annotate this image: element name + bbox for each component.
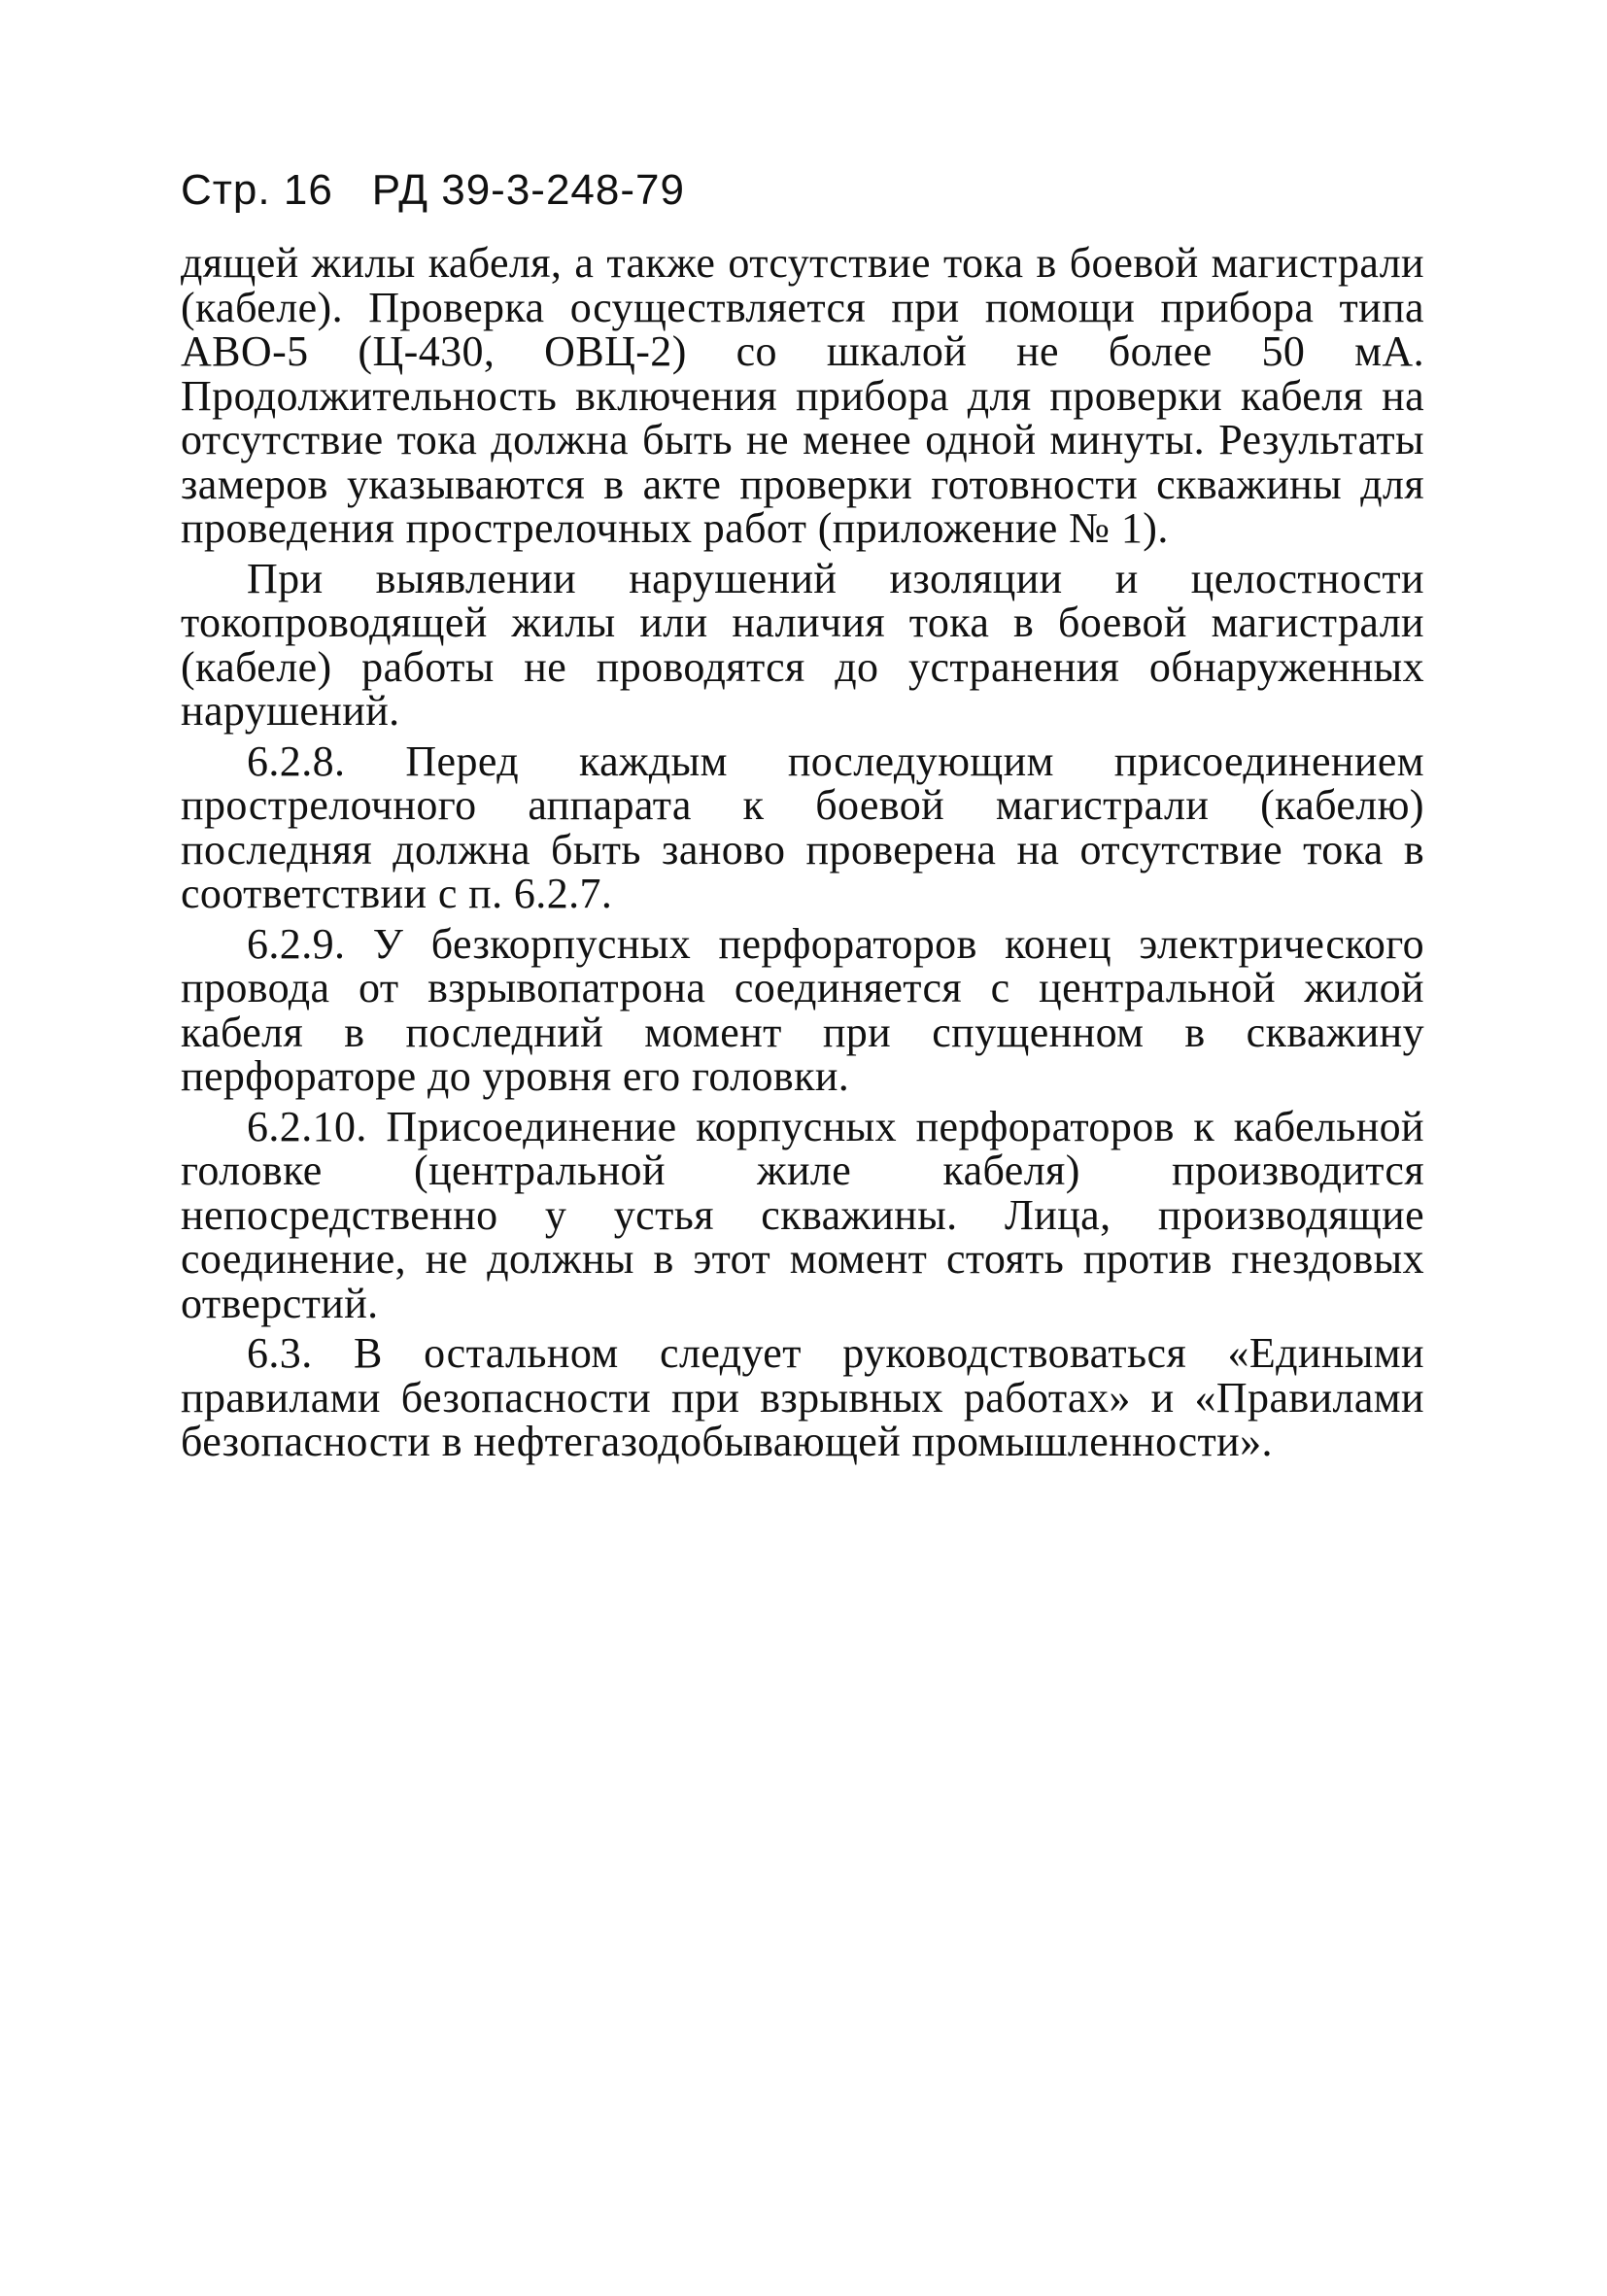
paragraph-6-2-10: 6.2.10. Присоединение корпусных перфораторов к кабельной головке (центральной жиле кабеля) производится непосредственно у устья скважины. Лица, производящие соединение, не должны в этот момент стоять против гнездовых отверстий. bbox=[181, 1102, 1424, 1327]
page-number: Стр. 16 bbox=[181, 166, 333, 214]
document-code: РД 39-3-248-79 bbox=[371, 166, 685, 214]
paragraph-6-2-8: 6.2.8. Перед каждым последующим присоединением прострелочного аппарата к боевой магистрали (кабелю) последняя должна быть заново проверена на отсутствие тока в соответствии с п. 6.2.7. bbox=[181, 737, 1424, 917]
body-text bbox=[181, 241, 1424, 1464]
paragraph-6-3: 6.3. В остальном следует руководствоваться «Едиными правилами безопасности при взрывных работах» и «Правилами безопасности в нефтегазодобывающей промышленности». bbox=[181, 1329, 1424, 1465]
paragraph-6-2-9: 6.2.9. У безкорпусных перфораторов конец электрического провода от взрывопатрона соединяется с центральной жилой кабеля в последний момент при спущенном в скважину перфораторе до уровня его головки. bbox=[181, 919, 1424, 1100]
paragraph-insulation-violations: При выявлении нарушений изоляции и целостности токопроводящей жилы или наличия тока в боевой магистрали (кабеле) работы не проводятся до устранения обнаруженных нарушений. bbox=[181, 554, 1424, 735]
paragraph-continuation: дящей жилы кабеля, а также отсутствие тока в боевой магистрали (кабеле). Проверка осуществляется при помощи прибора типа АВО-5 (Ц-430, ОВЦ-2) со шкалой не более 50 мА. Продолжительность включения прибора для проверки кабеля на отсутствие тока должна быть не менее одной минуты. Результаты замеров указываются в акте проверки готовности скважины для проведения прострелочных работ (приложение № 1). bbox=[181, 239, 1424, 552]
running-header bbox=[181, 163, 685, 218]
